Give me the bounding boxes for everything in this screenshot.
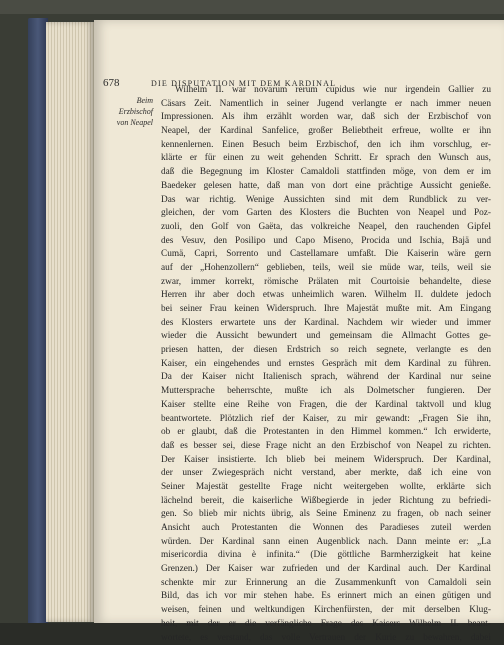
text-line: schenkte mir zur Erinnerung an die Zusammenkunft von Camaldoli sein bbox=[161, 577, 491, 588]
text-line: des Klosters erwartete uns der Kardinal. Nachdem wir wieder und immer bbox=[161, 317, 491, 328]
margin-note-line: von Neapel bbox=[116, 118, 153, 127]
text-line: Impressionen. Als ihm erzählt worden war, daß sich der Erzbischof von bbox=[161, 112, 491, 123]
page-number: 678 bbox=[103, 77, 120, 89]
text-line: Cumä, Capri, Sorrento und Castellamare umfaßt. Die Kaiserin wäre gern bbox=[161, 249, 491, 260]
text-line: Herren ihr aber doch etwas unheimlich waren. Wilhelm II. duldete jedoch bbox=[161, 290, 491, 301]
text-line: priesen hatten, der diesen Erdstrich so reich segnete, verlangte es den bbox=[161, 345, 491, 356]
text-line: Bild, das ich vor mir stehen habe. Es erinnert mich an einen gütigen und bbox=[161, 591, 491, 602]
body-text bbox=[161, 84, 491, 645]
text-line: Muttersprache beherrschte, mußte ich als Dolmetscher fungieren. Der bbox=[161, 386, 491, 397]
text-line: lächelnd bereit, die kaiserliche Wißbegierde in jeder Richtung zu befriedi- bbox=[161, 495, 491, 506]
text-line: Neapel, der Kardinal Sanfelice, großer Beliebtheit erfreue, wollte er ihn bbox=[161, 126, 491, 137]
text-line: daß es besser sei, diese Frage nicht an den Erzbischof von Neapel zu richten. bbox=[161, 440, 491, 451]
text-line: Ansicht auch Protestanten die Wonnen des Paradieses zuteil werden bbox=[161, 523, 491, 533]
text-line: gen. So blieb mir nichts übrig, als Seine Eminenz zu fragen, ob nach seiner bbox=[161, 509, 491, 520]
text-line: des Vesuv, den Posilipo und Capo Miseno, Procida und Ischia, Bajä und bbox=[161, 235, 491, 246]
text-line: ob er glaubt, daß die Protestanten in den Himmel kommen.“ Ich erwiderte, bbox=[161, 427, 491, 438]
text-line: klärte er für einen zu weit gehenden Schritt. Er sprach den Wunsch aus, bbox=[161, 153, 491, 164]
text-line: bei seiner Frau keinen Widerspruch. Ihre Majestät mußte mit. Am Eingang bbox=[161, 304, 491, 314]
text-line: beantwortete. Plötzlich rief der Kaiser, zu mir gewandt: „Fragen Sie ihn, bbox=[161, 413, 491, 424]
page-stack-edges bbox=[46, 22, 94, 622]
text-line: Wilhelm II. war novarum rerum cupidus wie nur irgendein Gallier zu bbox=[175, 85, 491, 95]
text-line: Baedeker gelesen hatte, daß man von dort eine prächtige Aussicht genieße. bbox=[161, 180, 491, 191]
text-line: Grenzen.) Der Kaiser war zufrieden und der Kardinal auch. Der Kardinal bbox=[161, 564, 491, 575]
text-line: der unser Zwiegespräch nicht verstand, aber merkte, daß ich eine von bbox=[161, 468, 491, 479]
text-line: wieder die Aussicht bewundert und gemeinsam die Allmacht Gottes ge- bbox=[161, 331, 491, 342]
margin-note-line: Beim bbox=[136, 96, 153, 105]
text-line: Kaiser stellte eine Reihe von Fragen, die der Kardinal taktvoll und klug bbox=[161, 399, 491, 410]
text-line: gleichen, der vom Garten des Klosters die Buchten von Neapel und Poz- bbox=[161, 208, 491, 219]
text-line: Cäsars Zeit. Namentlich in seiner Jugend verlangte er nach immer neuen bbox=[161, 98, 491, 109]
text-line: kennenlernen. Einen Besuch beim Erzbischof, den ich ihm vorschlug, er- bbox=[161, 139, 491, 150]
text-line: wortete, es verstand, das volle Vertrauen der Kurie zu bewahren, dabei bbox=[161, 632, 491, 643]
margin-note-line: Erzbischof bbox=[118, 107, 153, 116]
text-line: daß die Begegnung im Kloster Camaldoli stattfinden möge, von dem er im bbox=[161, 167, 491, 178]
text-line: misericordia divina è infinita.“ (Die göttliche Barmherzigkeit hat keine bbox=[161, 550, 491, 561]
text-line: Seiner Majestät gestellte Frage nicht weitergeben wollte, erklärte sich bbox=[161, 481, 491, 492]
text-line: zwar, immer korrekt, römische Prälaten mit Courtoisie behandelte, diese bbox=[161, 276, 491, 287]
text-line: Da der Kaiser nicht Italienisch sprach, während der Kardinal nur seine bbox=[161, 372, 491, 383]
text-line: weisen, feinen und weltkundigen Kirchenfürsten, der mit derselben Klug- bbox=[161, 605, 491, 616]
book-cover-edge bbox=[28, 18, 48, 626]
running-head: DIE DISPUTATION MIT DEM KARDINAL bbox=[151, 79, 337, 88]
text-line: heit, mit der er die verfängliche Frage des Kaisers Wilhelm II. beant- bbox=[161, 618, 491, 629]
background-top bbox=[0, 0, 504, 14]
text-line: Der Kaiser insistierte. Ich blieb bei meinem Widerspruch. Der Kardinal, bbox=[161, 454, 491, 465]
text-line: Kaiser, ein eingehendes und ernstes Gespräch mit dem Kardinal zu führen. bbox=[161, 358, 491, 369]
text-line: zuoli, den Golf von Gaëta, das volkreiche Neapel, den rauchenden Gipfel bbox=[161, 221, 491, 232]
text-line: Das war richtig. Wenige Aussichten sind mit dem Rundblick zu ver- bbox=[161, 194, 491, 205]
text-line: auf der „Hohenzollern“ geblieben, teils, weil sie müde war, teils, weil sie bbox=[161, 262, 491, 273]
text-line: würden. Der Kardinal sann einen Augenblick nach. Dann meinte er: „La bbox=[161, 536, 491, 547]
margin-note bbox=[103, 95, 153, 128]
